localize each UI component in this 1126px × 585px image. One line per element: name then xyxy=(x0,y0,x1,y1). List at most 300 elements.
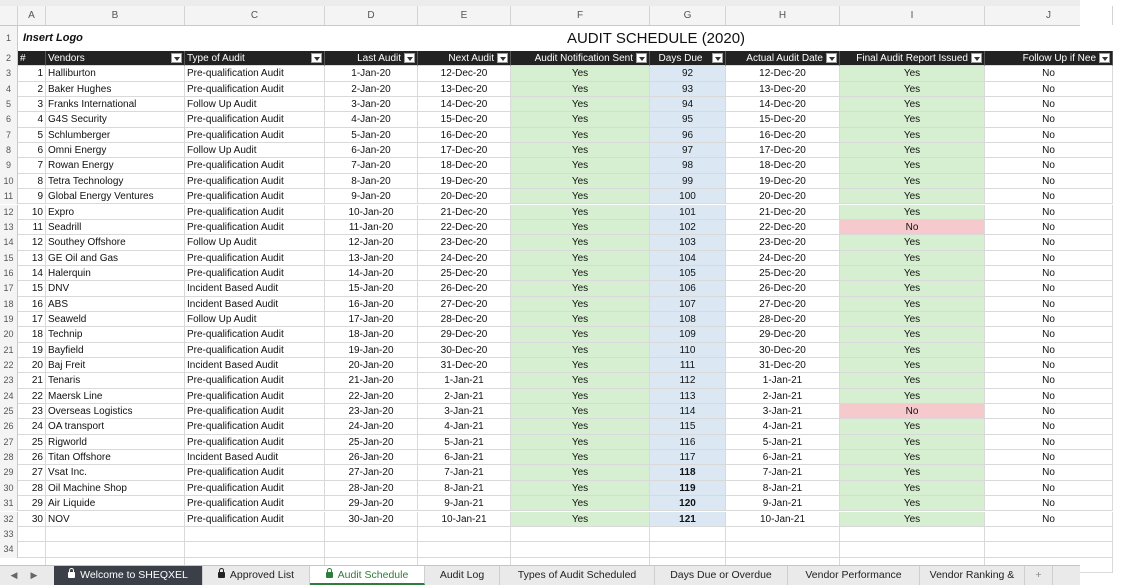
final-report-issued-cell[interactable]: Yes xyxy=(840,465,985,480)
next-audit-cell[interactable]: 7-Jan-21 xyxy=(418,465,511,480)
column-header-j[interactable]: J xyxy=(985,6,1113,25)
actual-audit-date-cell[interactable]: 13-Dec-20 xyxy=(726,82,840,97)
notification-sent-cell[interactable]: Yes xyxy=(511,512,650,527)
actual-audit-date-cell[interactable]: 28-Dec-20 xyxy=(726,312,840,327)
days-due-cell[interactable]: 106 xyxy=(650,281,726,296)
days-due-cell[interactable]: 105 xyxy=(650,266,726,281)
final-report-issued-cell[interactable]: Yes xyxy=(840,235,985,250)
last-audit-cell[interactable]: 9-Jan-20 xyxy=(325,189,418,204)
vendor-cell[interactable]: Oil Machine Shop xyxy=(46,481,185,496)
vendor-cell[interactable]: Baker Hughes xyxy=(46,82,185,97)
row-number-cell[interactable]: 8 xyxy=(18,174,46,189)
next-sheet-icon[interactable]: ▶ xyxy=(30,570,38,580)
next-audit-cell[interactable]: 10-Jan-21 xyxy=(418,512,511,527)
vendor-cell[interactable]: Air Liquide xyxy=(46,496,185,511)
final-report-issued-cell[interactable]: Yes xyxy=(840,297,985,312)
next-audit-cell[interactable]: 30-Dec-20 xyxy=(418,343,511,358)
actual-audit-date-cell[interactable]: 7-Jan-21 xyxy=(726,465,840,480)
row-number-cell[interactable]: 21 xyxy=(18,373,46,388)
row-header-29[interactable]: 29 xyxy=(0,465,18,480)
next-audit-cell[interactable]: 3-Jan-21 xyxy=(418,404,511,419)
days-due-cell[interactable]: 119 xyxy=(650,481,726,496)
last-audit-cell[interactable]: 8-Jan-20 xyxy=(325,174,418,189)
next-audit-cell[interactable]: 2-Jan-21 xyxy=(418,389,511,404)
row-header-6[interactable]: 6 xyxy=(0,112,18,127)
sheet-tab-audit-schedule[interactable] xyxy=(310,566,425,585)
header-cell-6[interactable] xyxy=(650,51,726,66)
audit-type-cell[interactable]: Pre-qualification Audit xyxy=(185,404,325,419)
header-cell-2[interactable] xyxy=(185,51,325,66)
next-audit-cell[interactable]: 12-Dec-20 xyxy=(418,66,511,81)
final-report-issued-cell[interactable]: Yes xyxy=(840,251,985,266)
row-number-cell[interactable]: 4 xyxy=(18,112,46,127)
last-audit-cell[interactable]: 5-Jan-20 xyxy=(325,128,418,143)
notification-sent-cell[interactable]: Yes xyxy=(511,297,650,312)
row-header-16[interactable]: 16 xyxy=(0,266,18,281)
next-audit-cell[interactable]: 24-Dec-20 xyxy=(418,251,511,266)
header-cell-3[interactable] xyxy=(325,51,418,66)
vendor-cell[interactable]: Seaweld xyxy=(46,312,185,327)
final-report-issued-cell[interactable]: Yes xyxy=(840,128,985,143)
row-header-5[interactable]: 5 xyxy=(0,97,18,112)
follow-up-cell[interactable]: No xyxy=(985,143,1113,158)
follow-up-cell[interactable]: No xyxy=(985,189,1113,204)
sheet-tab-approved-list[interactable] xyxy=(203,566,310,585)
actual-audit-date-cell[interactable]: 8-Jan-21 xyxy=(726,481,840,496)
follow-up-cell[interactable]: No xyxy=(985,512,1113,527)
row-number-cell[interactable]: 2 xyxy=(18,82,46,97)
filter-dropdown-icon[interactable] xyxy=(311,53,322,63)
sheet-tab-days-due-or-overdue[interactable] xyxy=(655,566,788,585)
row-number-cell[interactable]: 13 xyxy=(18,251,46,266)
audit-type-cell[interactable]: Pre-qualification Audit xyxy=(185,496,325,511)
row-header-9[interactable]: 9 xyxy=(0,158,18,173)
next-audit-cell[interactable]: 26-Dec-20 xyxy=(418,281,511,296)
follow-up-cell[interactable]: No xyxy=(985,158,1113,173)
last-audit-cell[interactable]: 25-Jan-20 xyxy=(325,435,418,450)
notification-sent-cell[interactable]: Yes xyxy=(511,66,650,81)
audit-type-cell[interactable]: Pre-qualification Audit xyxy=(185,112,325,127)
next-audit-cell[interactable]: 1-Jan-21 xyxy=(418,373,511,388)
notification-sent-cell[interactable]: Yes xyxy=(511,97,650,112)
notification-sent-cell[interactable]: Yes xyxy=(511,205,650,220)
row-header-12[interactable]: 12 xyxy=(0,205,18,220)
days-due-cell[interactable]: 121 xyxy=(650,512,726,527)
row-header-33[interactable]: 33 xyxy=(0,527,18,542)
row-header-27[interactable]: 27 xyxy=(0,435,18,450)
days-due-cell[interactable]: 120 xyxy=(650,496,726,511)
last-audit-cell[interactable]: 7-Jan-20 xyxy=(325,158,418,173)
last-audit-cell[interactable]: 22-Jan-20 xyxy=(325,389,418,404)
notification-sent-cell[interactable]: Yes xyxy=(511,266,650,281)
empty-cell[interactable] xyxy=(840,542,985,557)
actual-audit-date-cell[interactable]: 29-Dec-20 xyxy=(726,327,840,342)
notification-sent-cell[interactable]: Yes xyxy=(511,189,650,204)
add-sheet-icon[interactable]: + xyxy=(1025,566,1053,585)
follow-up-cell[interactable]: No xyxy=(985,66,1113,81)
column-header-e[interactable]: E xyxy=(418,6,511,25)
notification-sent-cell[interactable]: Yes xyxy=(511,496,650,511)
actual-audit-date-cell[interactable]: 4-Jan-21 xyxy=(726,419,840,434)
final-report-issued-cell[interactable]: No xyxy=(840,404,985,419)
row-number-cell[interactable]: 7 xyxy=(18,158,46,173)
empty-cell[interactable] xyxy=(185,542,325,557)
row-number-cell[interactable]: 16 xyxy=(18,297,46,312)
audit-type-cell[interactable]: Pre-qualification Audit xyxy=(185,205,325,220)
vendor-cell[interactable]: Tetra Technology xyxy=(46,174,185,189)
last-audit-cell[interactable]: 19-Jan-20 xyxy=(325,343,418,358)
row-number-cell[interactable]: 10 xyxy=(18,205,46,220)
audit-type-cell[interactable]: Pre-qualification Audit xyxy=(185,389,325,404)
audit-type-cell[interactable]: Follow Up Audit xyxy=(185,312,325,327)
vendor-cell[interactable]: Baj Freit xyxy=(46,358,185,373)
next-audit-cell[interactable]: 29-Dec-20 xyxy=(418,327,511,342)
last-audit-cell[interactable]: 21-Jan-20 xyxy=(325,373,418,388)
empty-cell[interactable] xyxy=(985,527,1113,542)
follow-up-cell[interactable]: No xyxy=(985,205,1113,220)
column-header-b[interactable]: B xyxy=(46,6,185,25)
next-audit-cell[interactable]: 6-Jan-21 xyxy=(418,450,511,465)
final-report-issued-cell[interactable]: Yes xyxy=(840,496,985,511)
empty-cell[interactable] xyxy=(650,527,726,542)
last-audit-cell[interactable]: 16-Jan-20 xyxy=(325,297,418,312)
final-report-issued-cell[interactable]: Yes xyxy=(840,281,985,296)
vendor-cell[interactable]: Vsat Inc. xyxy=(46,465,185,480)
days-due-cell[interactable]: 116 xyxy=(650,435,726,450)
notification-sent-cell[interactable]: Yes xyxy=(511,220,650,235)
final-report-issued-cell[interactable]: Yes xyxy=(840,158,985,173)
follow-up-cell[interactable]: No xyxy=(985,251,1113,266)
actual-audit-date-cell[interactable]: 20-Dec-20 xyxy=(726,189,840,204)
empty-cell[interactable] xyxy=(18,527,46,542)
next-audit-cell[interactable]: 14-Dec-20 xyxy=(418,97,511,112)
vendor-cell[interactable]: Halliburton xyxy=(46,66,185,81)
column-header-h[interactable]: H xyxy=(726,6,840,25)
notification-sent-cell[interactable]: Yes xyxy=(511,373,650,388)
last-audit-cell[interactable]: 17-Jan-20 xyxy=(325,312,418,327)
days-due-cell[interactable]: 109 xyxy=(650,327,726,342)
days-due-cell[interactable]: 97 xyxy=(650,143,726,158)
follow-up-cell[interactable]: No xyxy=(985,496,1113,511)
audit-type-cell[interactable]: Pre-qualification Audit xyxy=(185,435,325,450)
follow-up-cell[interactable]: No xyxy=(985,435,1113,450)
vendor-cell[interactable]: Halerquin xyxy=(46,266,185,281)
final-report-issued-cell[interactable]: Yes xyxy=(840,435,985,450)
final-report-issued-cell[interactable]: Yes xyxy=(840,82,985,97)
audit-type-cell[interactable]: Pre-qualification Audit xyxy=(185,419,325,434)
last-audit-cell[interactable]: 15-Jan-20 xyxy=(325,281,418,296)
empty-cell[interactable] xyxy=(511,542,650,557)
audit-type-cell[interactable]: Pre-qualification Audit xyxy=(185,481,325,496)
vendor-cell[interactable]: Global Energy Ventures xyxy=(46,189,185,204)
audit-type-cell[interactable]: Pre-qualification Audit xyxy=(185,512,325,527)
empty-cell[interactable] xyxy=(185,527,325,542)
next-audit-cell[interactable]: 18-Dec-20 xyxy=(418,158,511,173)
days-due-cell[interactable]: 107 xyxy=(650,297,726,312)
notification-sent-cell[interactable]: Yes xyxy=(511,312,650,327)
notification-sent-cell[interactable]: Yes xyxy=(511,82,650,97)
last-audit-cell[interactable]: 14-Jan-20 xyxy=(325,266,418,281)
actual-audit-date-cell[interactable]: 16-Dec-20 xyxy=(726,128,840,143)
row-number-cell[interactable]: 30 xyxy=(18,512,46,527)
prev-sheet-icon[interactable]: ◀ xyxy=(10,570,18,580)
days-due-cell[interactable]: 112 xyxy=(650,373,726,388)
row-number-cell[interactable]: 17 xyxy=(18,312,46,327)
empty-cell[interactable] xyxy=(418,527,511,542)
row-header-15[interactable]: 15 xyxy=(0,251,18,266)
actual-audit-date-cell[interactable]: 5-Jan-21 xyxy=(726,435,840,450)
audit-type-cell[interactable]: Pre-qualification Audit xyxy=(185,373,325,388)
row-header-30[interactable]: 30 xyxy=(0,481,18,496)
last-audit-cell[interactable]: 3-Jan-20 xyxy=(325,97,418,112)
final-report-issued-cell[interactable]: Yes xyxy=(840,343,985,358)
next-audit-cell[interactable]: 27-Dec-20 xyxy=(418,297,511,312)
notification-sent-cell[interactable]: Yes xyxy=(511,358,650,373)
follow-up-cell[interactable]: No xyxy=(985,419,1113,434)
notification-sent-cell[interactable]: Yes xyxy=(511,404,650,419)
notification-sent-cell[interactable]: Yes xyxy=(511,143,650,158)
days-due-cell[interactable]: 103 xyxy=(650,235,726,250)
audit-type-cell[interactable]: Pre-qualification Audit xyxy=(185,327,325,342)
sheet-tab-vendor-performance[interactable] xyxy=(788,566,920,585)
vendor-cell[interactable]: Southey Offshore xyxy=(46,235,185,250)
next-audit-cell[interactable]: 13-Dec-20 xyxy=(418,82,511,97)
actual-audit-date-cell[interactable]: 15-Dec-20 xyxy=(726,112,840,127)
empty-cell[interactable] xyxy=(650,542,726,557)
follow-up-cell[interactable]: No xyxy=(985,266,1113,281)
actual-audit-date-cell[interactable]: 22-Dec-20 xyxy=(726,220,840,235)
row-number-cell[interactable]: 19 xyxy=(18,343,46,358)
row-header-10[interactable]: 10 xyxy=(0,174,18,189)
vendor-cell[interactable]: Titan Offshore xyxy=(46,450,185,465)
row-number-cell[interactable]: 11 xyxy=(18,220,46,235)
next-audit-cell[interactable]: 4-Jan-21 xyxy=(418,419,511,434)
vendor-cell[interactable]: Bayfield xyxy=(46,343,185,358)
actual-audit-date-cell[interactable]: 9-Jan-21 xyxy=(726,496,840,511)
next-audit-cell[interactable]: 17-Dec-20 xyxy=(418,143,511,158)
follow-up-cell[interactable]: No xyxy=(985,82,1113,97)
empty-cell[interactable] xyxy=(985,542,1113,557)
last-audit-cell[interactable]: 30-Jan-20 xyxy=(325,512,418,527)
vendor-cell[interactable]: NOV xyxy=(46,512,185,527)
row-number-cell[interactable]: 26 xyxy=(18,450,46,465)
vendor-cell[interactable]: ABS xyxy=(46,297,185,312)
notification-sent-cell[interactable]: Yes xyxy=(511,251,650,266)
final-report-issued-cell[interactable]: Yes xyxy=(840,481,985,496)
row-header-34[interactable]: 34 xyxy=(0,542,18,557)
notification-sent-cell[interactable]: Yes xyxy=(511,343,650,358)
row-header-2[interactable]: 2 xyxy=(0,51,18,66)
notification-sent-cell[interactable]: Yes xyxy=(511,419,650,434)
row-header-20[interactable]: 20 xyxy=(0,327,18,342)
empty-cell[interactable] xyxy=(840,527,985,542)
audit-type-cell[interactable]: Follow Up Audit xyxy=(185,143,325,158)
column-header-g[interactable]: G xyxy=(650,6,726,25)
actual-audit-date-cell[interactable]: 17-Dec-20 xyxy=(726,143,840,158)
audit-type-cell[interactable]: Pre-qualification Audit xyxy=(185,128,325,143)
filter-dropdown-icon[interactable] xyxy=(497,53,508,63)
vendor-cell[interactable]: Seadrill xyxy=(46,220,185,235)
final-report-issued-cell[interactable]: No xyxy=(840,220,985,235)
actual-audit-date-cell[interactable]: 21-Dec-20 xyxy=(726,205,840,220)
audit-type-cell[interactable]: Pre-qualification Audit xyxy=(185,82,325,97)
audit-type-cell[interactable]: Pre-qualification Audit xyxy=(185,266,325,281)
days-due-cell[interactable]: 99 xyxy=(650,174,726,189)
days-due-cell[interactable]: 100 xyxy=(650,189,726,204)
actual-audit-date-cell[interactable]: 31-Dec-20 xyxy=(726,358,840,373)
empty-cell[interactable] xyxy=(46,527,185,542)
filter-dropdown-icon[interactable] xyxy=(712,53,723,63)
empty-cell[interactable] xyxy=(18,542,46,557)
row-number-cell[interactable]: 15 xyxy=(18,281,46,296)
audit-type-cell[interactable]: Follow Up Audit xyxy=(185,97,325,112)
days-due-cell[interactable]: 113 xyxy=(650,389,726,404)
filter-dropdown-icon[interactable] xyxy=(826,53,837,63)
next-audit-cell[interactable]: 8-Jan-21 xyxy=(418,481,511,496)
last-audit-cell[interactable]: 24-Jan-20 xyxy=(325,419,418,434)
header-cell-7[interactable] xyxy=(726,51,840,66)
actual-audit-date-cell[interactable]: 24-Dec-20 xyxy=(726,251,840,266)
days-due-cell[interactable]: 94 xyxy=(650,97,726,112)
follow-up-cell[interactable]: No xyxy=(985,112,1113,127)
notification-sent-cell[interactable]: Yes xyxy=(511,465,650,480)
final-report-issued-cell[interactable]: Yes xyxy=(840,450,985,465)
vendor-cell[interactable]: Expro xyxy=(46,205,185,220)
row-header-1[interactable]: 1 xyxy=(0,26,18,51)
days-due-cell[interactable]: 115 xyxy=(650,419,726,434)
days-due-cell[interactable]: 93 xyxy=(650,82,726,97)
actual-audit-date-cell[interactable]: 25-Dec-20 xyxy=(726,266,840,281)
last-audit-cell[interactable]: 6-Jan-20 xyxy=(325,143,418,158)
empty-cell[interactable] xyxy=(325,542,418,557)
days-due-cell[interactable]: 101 xyxy=(650,205,726,220)
next-audit-cell[interactable]: 9-Jan-21 xyxy=(418,496,511,511)
follow-up-cell[interactable]: No xyxy=(985,450,1113,465)
follow-up-cell[interactable]: No xyxy=(985,97,1113,112)
final-report-issued-cell[interactable]: Yes xyxy=(840,358,985,373)
final-report-issued-cell[interactable]: Yes xyxy=(840,97,985,112)
row-header-22[interactable]: 22 xyxy=(0,358,18,373)
last-audit-cell[interactable]: 11-Jan-20 xyxy=(325,220,418,235)
last-audit-cell[interactable]: 28-Jan-20 xyxy=(325,481,418,496)
notification-sent-cell[interactable]: Yes xyxy=(511,435,650,450)
notification-sent-cell[interactable]: Yes xyxy=(511,112,650,127)
follow-up-cell[interactable]: No xyxy=(985,220,1113,235)
empty-cell[interactable] xyxy=(46,542,185,557)
follow-up-cell[interactable]: No xyxy=(985,235,1113,250)
row-header-4[interactable]: 4 xyxy=(0,82,18,97)
row-header-3[interactable]: 3 xyxy=(0,66,18,81)
vendor-cell[interactable]: Omni Energy xyxy=(46,143,185,158)
final-report-issued-cell[interactable]: Yes xyxy=(840,266,985,281)
audit-type-cell[interactable]: Incident Based Audit xyxy=(185,281,325,296)
follow-up-cell[interactable]: No xyxy=(985,465,1113,480)
row-number-cell[interactable]: 18 xyxy=(18,327,46,342)
follow-up-cell[interactable]: No xyxy=(985,389,1113,404)
follow-up-cell[interactable]: No xyxy=(985,174,1113,189)
days-due-cell[interactable]: 117 xyxy=(650,450,726,465)
final-report-issued-cell[interactable]: Yes xyxy=(840,389,985,404)
empty-cell[interactable] xyxy=(418,542,511,557)
days-due-cell[interactable]: 114 xyxy=(650,404,726,419)
audit-type-cell[interactable]: Follow Up Audit xyxy=(185,235,325,250)
last-audit-cell[interactable]: 27-Jan-20 xyxy=(325,465,418,480)
vendor-cell[interactable]: Rigworld xyxy=(46,435,185,450)
days-due-cell[interactable]: 111 xyxy=(650,358,726,373)
actual-audit-date-cell[interactable]: 19-Dec-20 xyxy=(726,174,840,189)
sheet-tab-welcome-to-sheqxel[interactable] xyxy=(54,566,203,585)
final-report-issued-cell[interactable]: Yes xyxy=(840,174,985,189)
last-audit-cell[interactable]: 18-Jan-20 xyxy=(325,327,418,342)
audit-type-cell[interactable]: Incident Based Audit xyxy=(185,450,325,465)
empty-cell[interactable] xyxy=(726,542,840,557)
row-number-cell[interactable]: 29 xyxy=(18,496,46,511)
last-audit-cell[interactable]: 12-Jan-20 xyxy=(325,235,418,250)
last-audit-cell[interactable]: 20-Jan-20 xyxy=(325,358,418,373)
filter-dropdown-icon[interactable] xyxy=(971,53,982,63)
actual-audit-date-cell[interactable]: 18-Dec-20 xyxy=(726,158,840,173)
row-header-17[interactable]: 17 xyxy=(0,281,18,296)
row-number-cell[interactable]: 9 xyxy=(18,189,46,204)
follow-up-cell[interactable]: No xyxy=(985,281,1113,296)
next-audit-cell[interactable]: 25-Dec-20 xyxy=(418,266,511,281)
row-number-cell[interactable]: 5 xyxy=(18,128,46,143)
follow-up-cell[interactable]: No xyxy=(985,128,1113,143)
row-header-25[interactable]: 25 xyxy=(0,404,18,419)
days-due-cell[interactable]: 118 xyxy=(650,465,726,480)
days-due-cell[interactable]: 98 xyxy=(650,158,726,173)
row-header-21[interactable]: 21 xyxy=(0,343,18,358)
final-report-issued-cell[interactable]: Yes xyxy=(840,327,985,342)
row-header-11[interactable]: 11 xyxy=(0,189,18,204)
sheet-tab-types-of-audit-scheduled[interactable] xyxy=(500,566,655,585)
follow-up-cell[interactable]: No xyxy=(985,404,1113,419)
vendor-cell[interactable]: Tenaris xyxy=(46,373,185,388)
audit-type-cell[interactable]: Pre-qualification Audit xyxy=(185,66,325,81)
notification-sent-cell[interactable]: Yes xyxy=(511,281,650,296)
audit-type-cell[interactable]: Pre-qualification Audit xyxy=(185,158,325,173)
notification-sent-cell[interactable]: Yes xyxy=(511,174,650,189)
empty-cell[interactable] xyxy=(325,527,418,542)
next-audit-cell[interactable]: 31-Dec-20 xyxy=(418,358,511,373)
filter-dropdown-icon[interactable] xyxy=(404,53,415,63)
row-number-cell[interactable]: 1 xyxy=(18,66,46,81)
row-header-19[interactable]: 19 xyxy=(0,312,18,327)
vendor-cell[interactable]: Rowan Energy xyxy=(46,158,185,173)
filter-dropdown-icon[interactable] xyxy=(1099,53,1110,63)
row-header-26[interactable]: 26 xyxy=(0,419,18,434)
row-header-24[interactable]: 24 xyxy=(0,389,18,404)
notification-sent-cell[interactable]: Yes xyxy=(511,327,650,342)
actual-audit-date-cell[interactable]: 27-Dec-20 xyxy=(726,297,840,312)
row-header-32[interactable]: 32 xyxy=(0,512,18,527)
notification-sent-cell[interactable]: Yes xyxy=(511,235,650,250)
column-header-i[interactable]: I xyxy=(840,6,985,25)
header-cell-4[interactable] xyxy=(418,51,511,66)
final-report-issued-cell[interactable]: Yes xyxy=(840,419,985,434)
notification-sent-cell[interactable]: Yes xyxy=(511,128,650,143)
last-audit-cell[interactable]: 23-Jan-20 xyxy=(325,404,418,419)
notification-sent-cell[interactable]: Yes xyxy=(511,481,650,496)
actual-audit-date-cell[interactable]: 26-Dec-20 xyxy=(726,281,840,296)
filter-dropdown-icon[interactable] xyxy=(171,53,182,63)
actual-audit-date-cell[interactable]: 14-Dec-20 xyxy=(726,97,840,112)
final-report-issued-cell[interactable]: Yes xyxy=(840,143,985,158)
actual-audit-date-cell[interactable]: 12-Dec-20 xyxy=(726,66,840,81)
row-header-8[interactable]: 8 xyxy=(0,143,18,158)
vendor-cell[interactable]: GE Oil and Gas xyxy=(46,251,185,266)
sheet-tab-vendor-ranking[interactable] xyxy=(920,566,1025,585)
